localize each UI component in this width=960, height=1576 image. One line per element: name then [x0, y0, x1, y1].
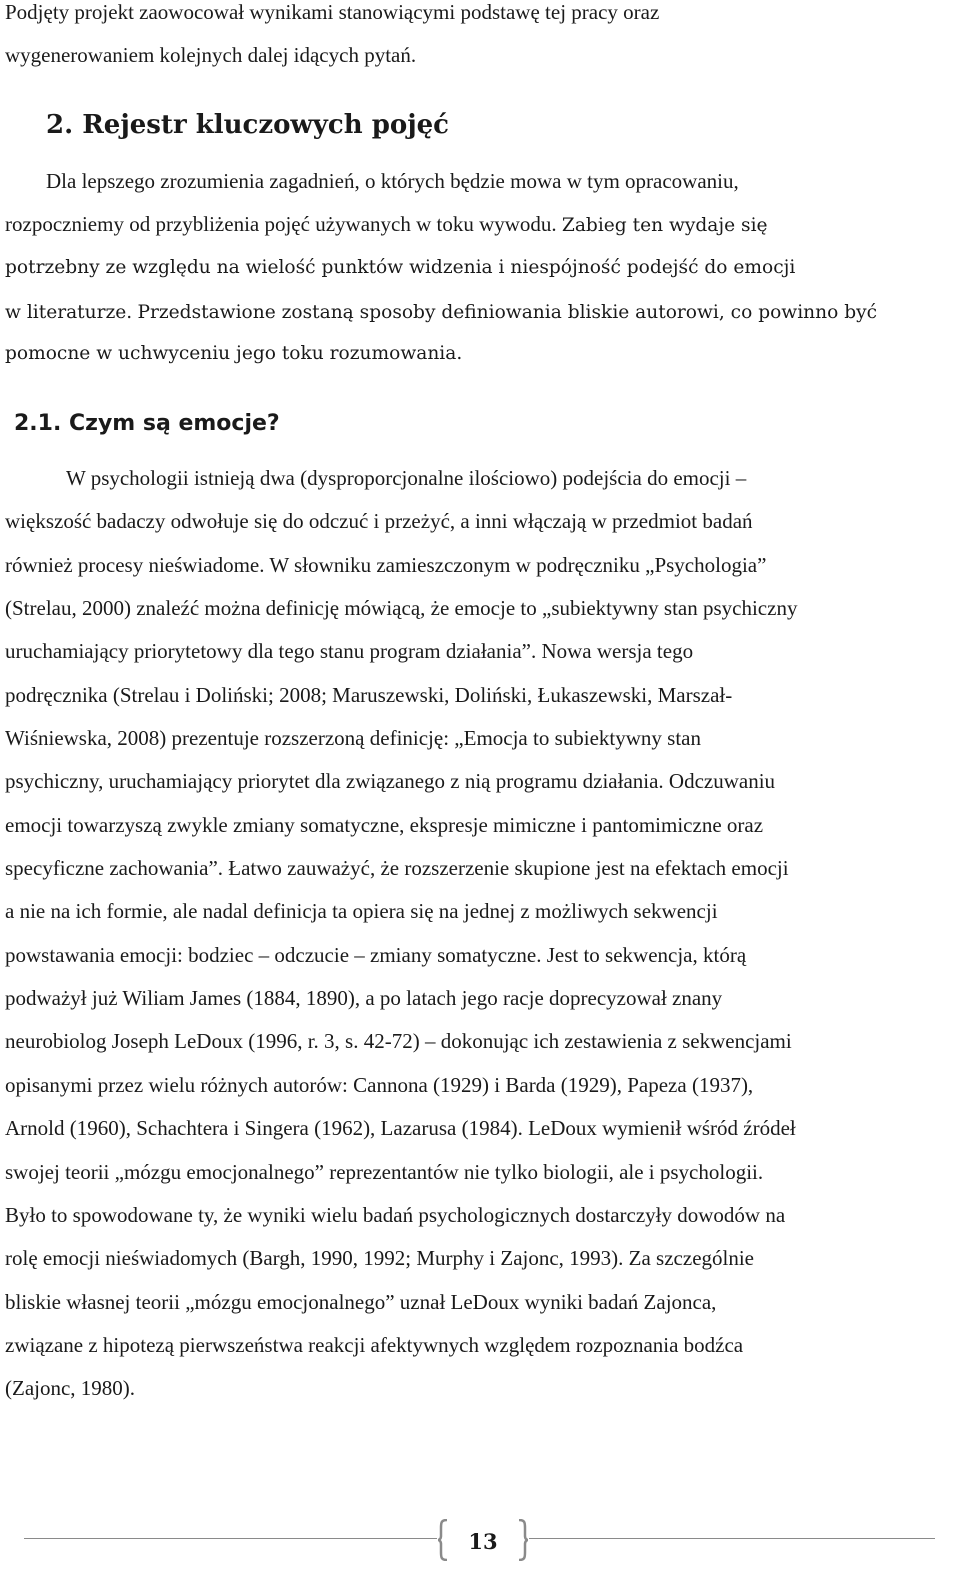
- body-line-1: W psychologii istnieją dwa (dysproporcjonalne ilościowo) podejścia do emocji –: [66, 466, 747, 490]
- body-line-15: opisanymi przez wielu różnych autorów: Cannona (1929) i Barda (1929), Papeza (1937),: [5, 1073, 754, 1097]
- body-line-14: neurobiolog Joseph LeDoux (1996, r. 3, s. 42-72) – dokonując ich zestawienia z sekwencjami: [5, 1029, 792, 1053]
- body-line-9: emocji towarzyszą zwykle zmiany somatyczne, ekspresje mimiczne i pantomimiczne oraz: [5, 813, 764, 837]
- body-line-8: psychiczny, uruchamiający priorytet dla związanego z nią programu działania. Odczuwaniu: [5, 769, 776, 793]
- intro-line-2: wygenerowaniem kolejnych dalej idących pytań.: [5, 43, 417, 67]
- body-line-21: związane z hipotezą pierwszeństwa reakcji afektywnych względem rozpoznania bodźca: [5, 1333, 744, 1357]
- section-2-1-heading: 2.1. Czym są emocje?: [14, 411, 280, 436]
- footer-rule-left: [24, 1538, 437, 1539]
- body-line-19: rolę emocji nieświadomych (Bargh, 1990, 1992; Murphy i Zajonc, 1993). Za szczególnie: [5, 1246, 755, 1270]
- body-line-2: większość badaczy odwołuje się do odczuć i przeżyć, a inni włączają w przedmiot badań: [5, 509, 753, 533]
- section-2-line-1: Dla lepszego zrozumienia zagadnień, o których będzie mowa w tym opracowaniu,: [46, 169, 739, 193]
- section-2-line-3: potrzebny ze względu na wielość punktów widzenia i niespójność podejść do emocji: [5, 257, 796, 278]
- body-line-20: bliskie własnej teorii „mózgu emocjonalnego” uznał LeDoux wyniki badań Zajonca,: [5, 1290, 717, 1314]
- footer-rule-right: [529, 1538, 935, 1539]
- page-number: 13: [468, 1529, 498, 1554]
- body-line-12: powstawania emocji: bodziec – odczucie – zmiany somatyczne. Jest to sekwencja, którą: [5, 943, 747, 967]
- section-2-line-2: rozpoczniemy od przybliżenia pojęć używanych w toku wywodu. Zabieg ten wydaje się: [5, 212, 768, 236]
- body-line-18: Było to spowodowane ty, że wyniki wielu badań psychologicznych dostarczyły dowodów na: [5, 1203, 786, 1227]
- body-line-22: (Zajonc, 1980).: [5, 1376, 136, 1400]
- body-line-17: swojej teorii „mózgu emocjonalnego” reprezentantów nie tylko biologii, ale i psychologii.: [5, 1160, 764, 1184]
- right-brace-icon: [517, 1519, 529, 1561]
- body-line-11: a nie na ich formie, ale nadal definicja ta opiera się na jednej z możliwych sekwencji: [5, 899, 718, 923]
- body-line-13: podważył już Wiliam James (1884, 1890), a po latach jego racje doprecyzował znany: [5, 986, 723, 1010]
- section-2-line-5: pomocne w uchwyceniu jego toku rozumowania.: [5, 343, 463, 364]
- body-line-7: Wiśniewska, 2008) prezentuje rozszerzoną definicję: „Emocja to subiektywny stan: [5, 726, 701, 750]
- body-line-16: Arnold (1960), Schachtera i Singera (1962), Lazarusa (1984). LeDoux wymienił wśród źródeł: [5, 1116, 796, 1140]
- intro-line-1: Podjęty projekt zaowocował wynikami stanowiącymi podstawę tej pracy oraz: [5, 0, 660, 24]
- body-line-10: specyficzne zachowania”. Łatwo zauważyć, że rozszerzenie skupione jest na efektach emocji: [5, 856, 789, 880]
- body-line-6: podręcznika (Strelau i Doliński; 2008; Maruszewski, Doliński, Łukaszewski, Marszał-: [5, 683, 733, 707]
- body-line-3: również procesy nieświadome. W słowniku zamieszczonym w podręczniku „Psychologia”: [5, 553, 767, 577]
- section-2-heading: 2. Rejestr kluczowych pojęć: [46, 110, 449, 140]
- left-brace-icon: [437, 1519, 449, 1561]
- body-line-4: (Strelau, 2000) znaleźć można definicję mówiącą, że emocje to „subiektywny stan psychiczny: [5, 596, 798, 620]
- section-2-line-4: w literaturze. Przedstawione zostaną sposoby definiowania bliskie autorowi, co powinno być: [5, 302, 878, 323]
- body-line-5: uruchamiający priorytetowy dla tego stanu program działania”. Nowa wersja tego: [5, 639, 694, 663]
